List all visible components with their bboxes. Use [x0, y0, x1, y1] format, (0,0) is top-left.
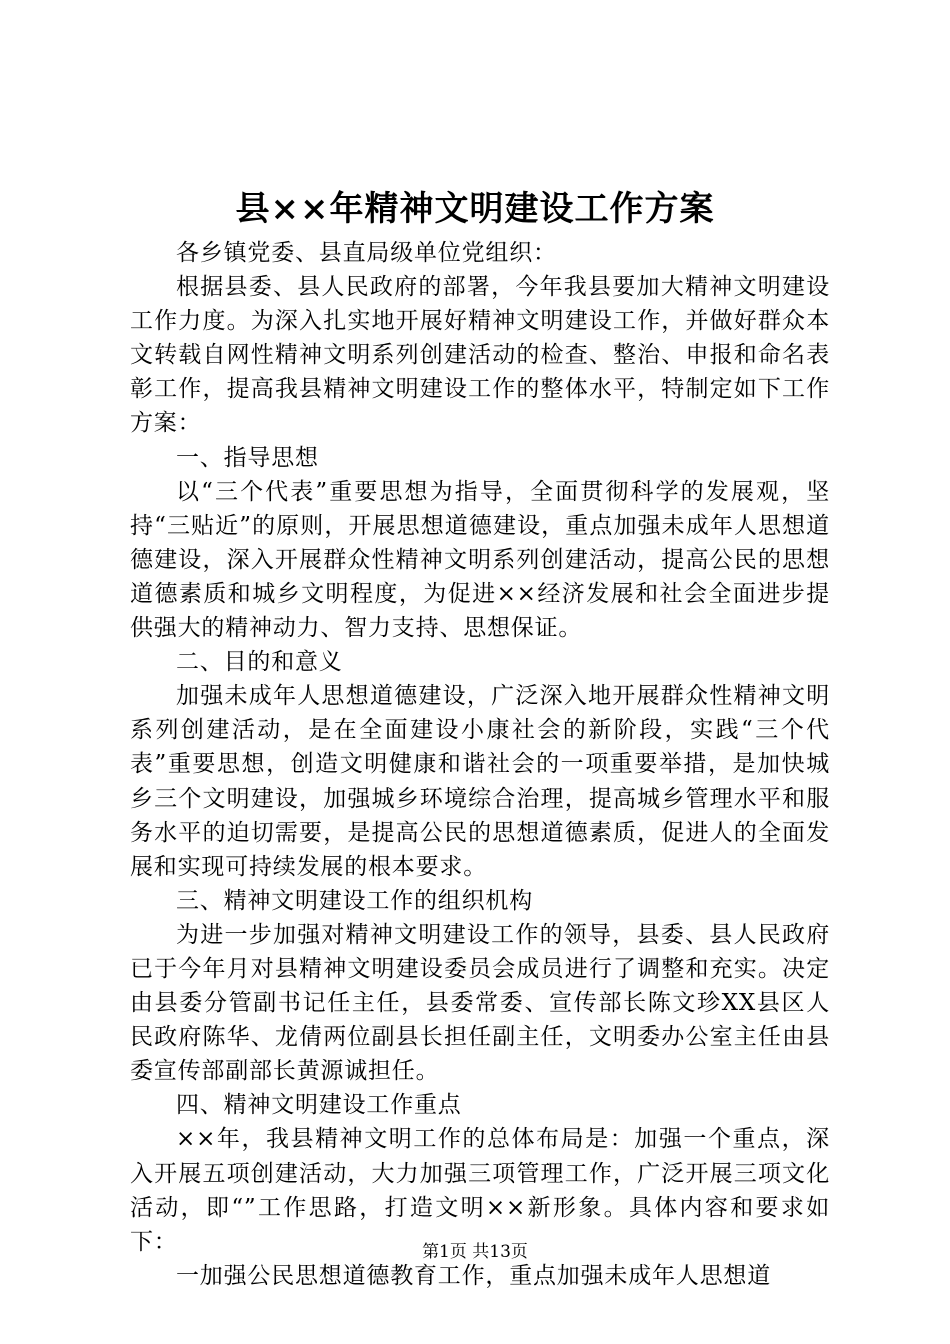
- section-heading-guiding-ideology: 一、指导思想: [176, 444, 319, 471]
- paragraph-item-one: 一加强公民思想道德教育工作，重点加强未成年人思想道: [176, 1262, 771, 1289]
- section-heading-organization: 三、精神文明建设工作的组织机构: [176, 887, 533, 914]
- paragraph-key-work: ××年，我县精神文明工作的总体布局是：加强一个重点，深入开展五项创建活动，大力加强三项管理工作，广泛开展三项文化活动，即“”工作思路，打造文明××新形象。具体内容和要求如下：: [130, 1126, 830, 1255]
- paragraph-purpose: 加强未成年人思想道德建设，广泛深入地开展群众性精神文明系列创建活动，是在全面建设小康社会的新阶段，实践“三个代表”重要思想，创造文明健康和谐社会的一项重要举措，是加快城乡三个文明建设，加强城乡环境综合治理，提高城乡管理水平和服务水平的迫切需要，是提高公民的思想道德素质，促进人的全面发展和实现可持续发展的根本要求。: [130, 683, 830, 880]
- section-heading-purpose: 二、目的和意义: [176, 649, 343, 676]
- document-body: [130, 236, 830, 1293]
- paragraph-guiding-ideology: 以“三个代表”重要思想为指导，全面贯彻科学的发展观，坚持“三贴近”的原则，开展思想道德建设，重点加强未成年人思想道德建设，深入开展群众性精神文明系列创建活动，提高公民的思想道德素质和城乡文明程度，为促进××经济发展和社会全面进步提供强大的精神动力、智力支持、思想保证。: [130, 478, 830, 642]
- page-number-footer: 第1页 共13页: [422, 1242, 528, 1262]
- salutation: 各乡镇党委、县直局级单位党组织：: [176, 240, 557, 266]
- intro-paragraph: 根据县委、县人民政府的部署，今年我县要加大精神文明建设工作力度。为深入扎实地开展好精神文明建设工作，并做好群众本文转载自网性精神文明系列创建活动的检查、整治、申报和命名表彰工作，提高我县精神文明建设工作的整体水平，特制定如下工作方案：: [130, 274, 830, 437]
- document-title: 县××年精神文明建设工作方案: [235, 189, 715, 229]
- paragraph-organization: 为进一步加强对精神文明建设工作的领导，县委、县人民政府已于今年月对县精神文明建设委员会成员进行了调整和充实。决定由县委分管副书记任主任，县委常委、宣传部长陈文珍XX县区人民政府陈华、龙倩两位副县长担任副主任，文明委办公室主任由县委宣传部副部长黄源诚担任。: [130, 921, 830, 1085]
- section-heading-key-work: 四、精神文明建设工作重点: [176, 1092, 462, 1119]
